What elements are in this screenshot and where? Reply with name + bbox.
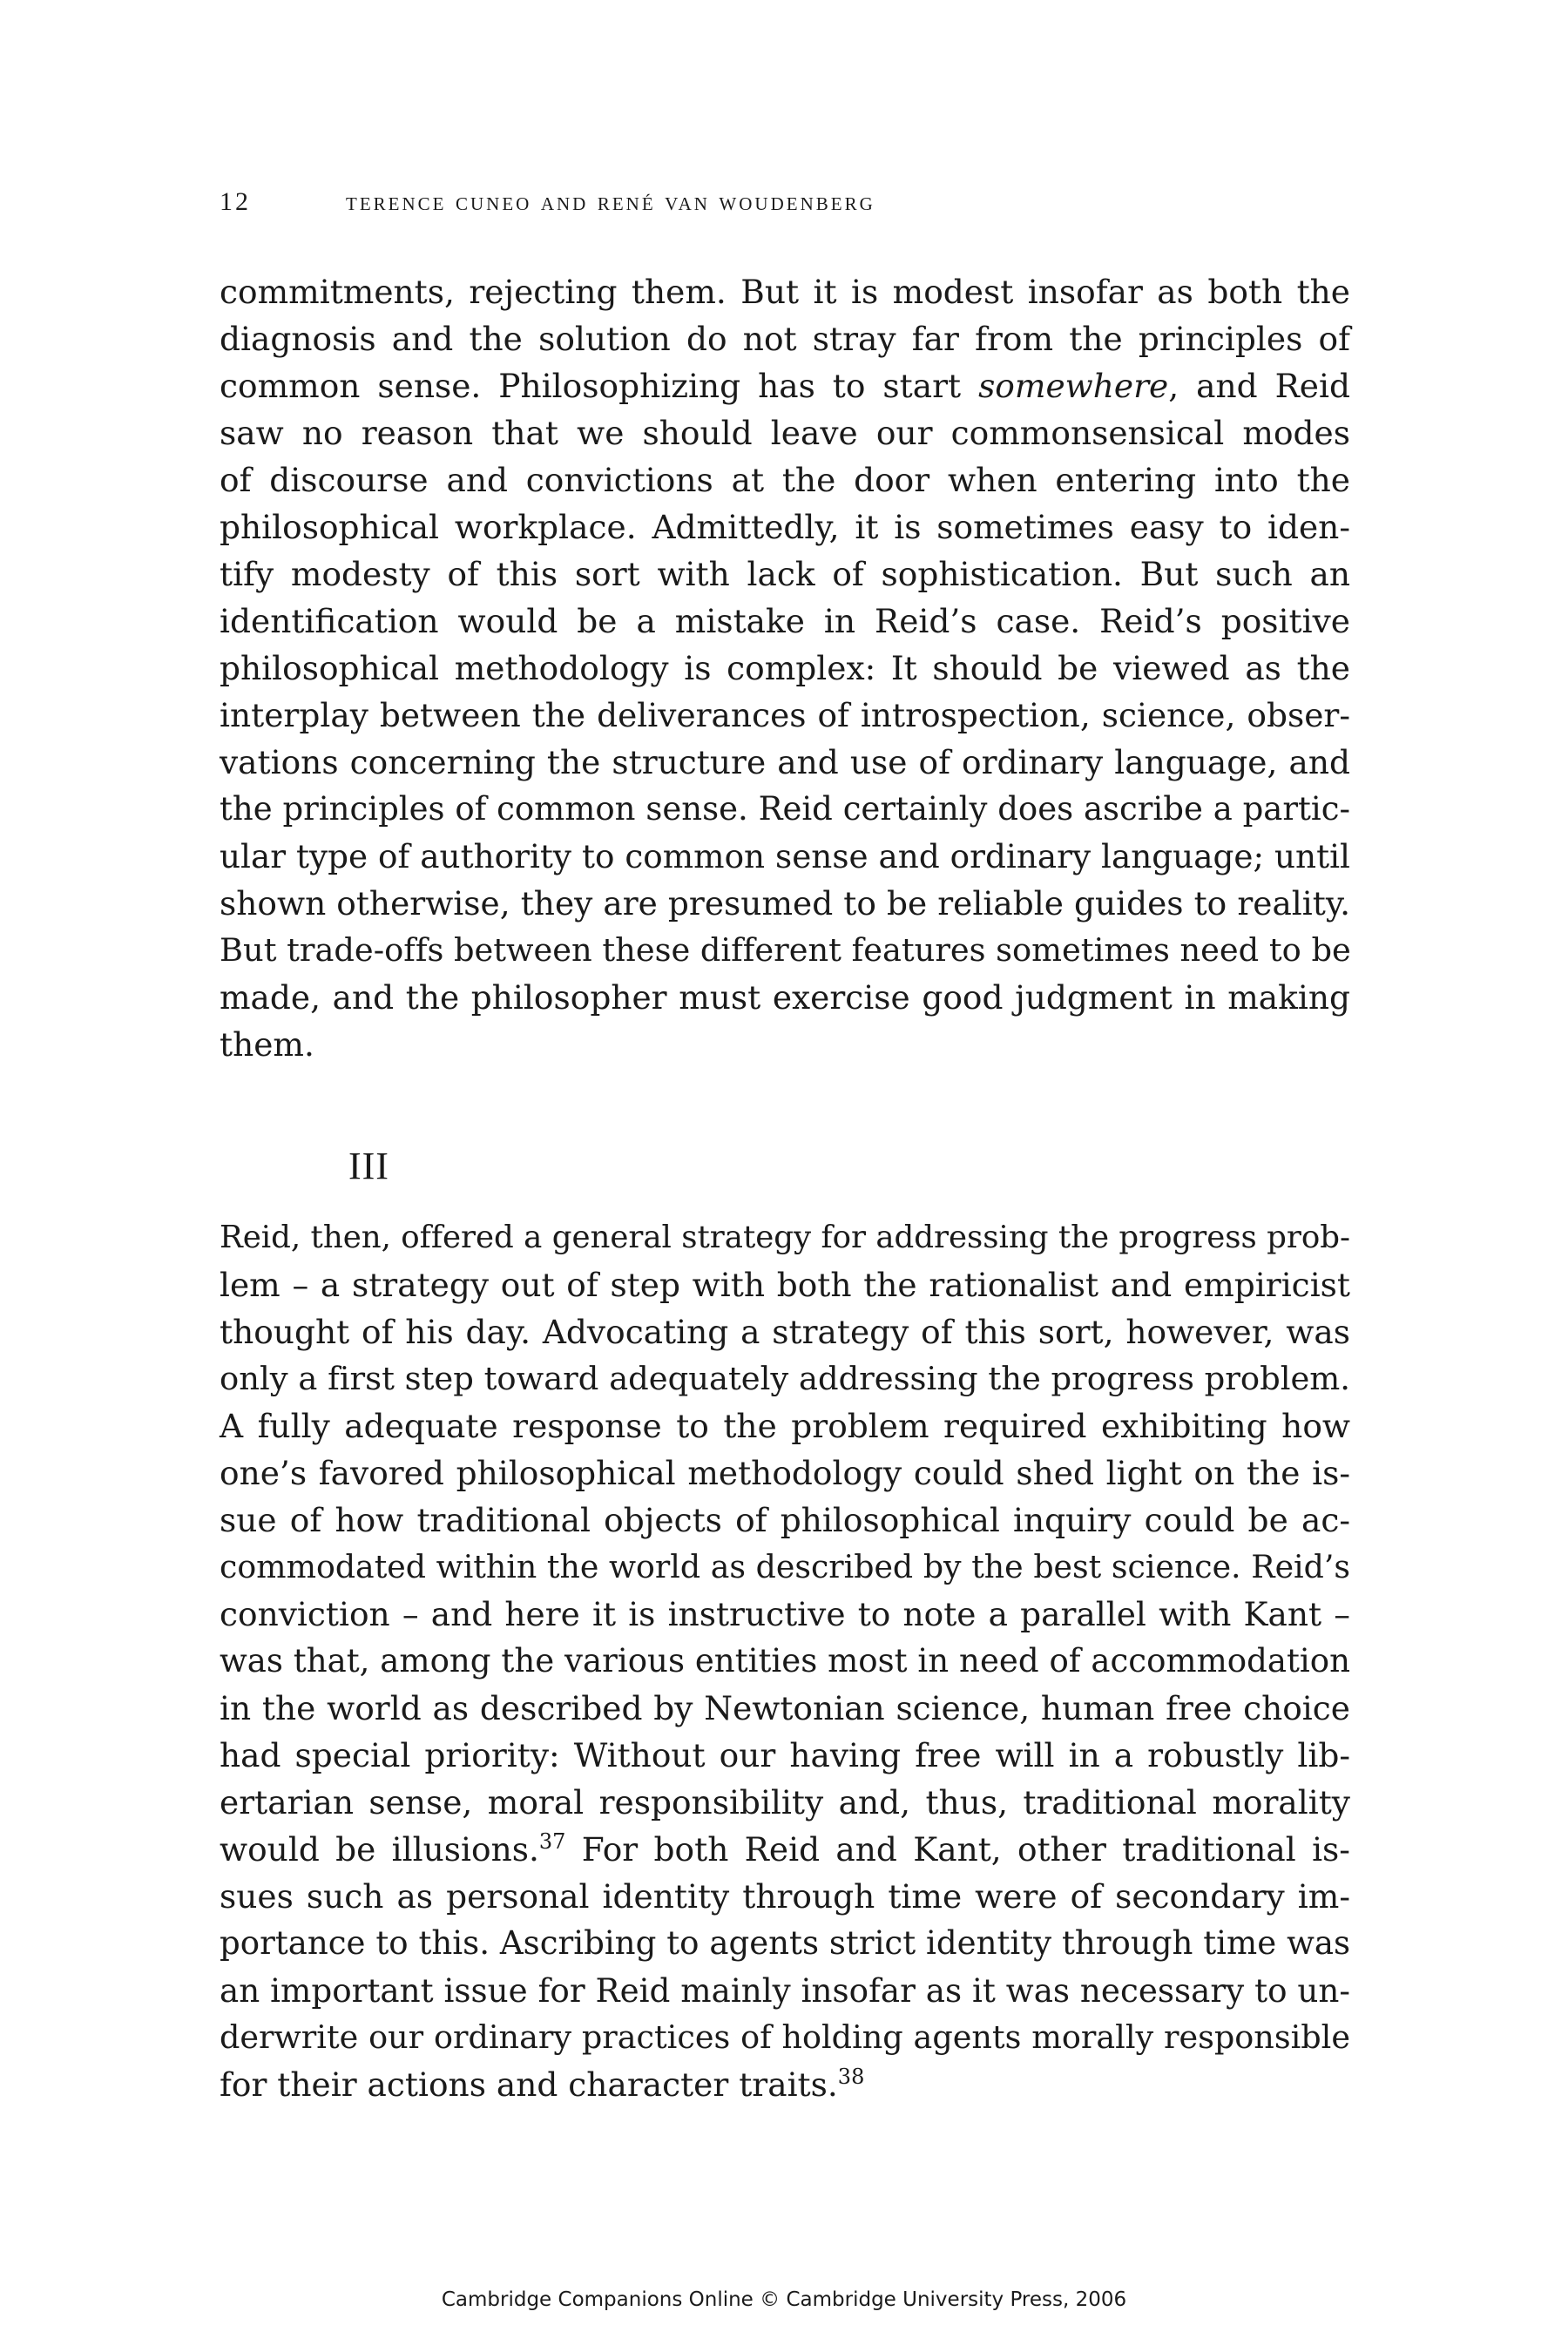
text-line: them. xyxy=(220,1025,314,1064)
text-line: But trade-offs between these different features sometimes need to be xyxy=(220,931,1351,969)
text-line: portance to this. Ascribing to agents strict identity through time was xyxy=(220,1924,1350,1962)
text-line: in the world as described by Newtonian science, human free choice xyxy=(220,1689,1350,1727)
text-segment: for their actions and character traits. xyxy=(220,2065,838,2104)
text-line: sue of how traditional objects of philosophical inquiry could be ac- xyxy=(220,1501,1350,1539)
text-line: commodated within the world as described by the best science. Reid’s xyxy=(220,1548,1350,1585)
text-line: ertarian sense, moral responsibility and, thus, traditional morality xyxy=(220,1783,1350,1821)
running-head xyxy=(220,185,1352,220)
text-line: one’s favored philosophical methodology could shed light on the is- xyxy=(220,1454,1350,1492)
text-line: sues such as personal identity through time were of secondary im- xyxy=(220,1877,1350,1916)
text-line: philosophical methodology is complex: It should be viewed as the xyxy=(220,649,1350,687)
text-line: conviction – and here it is instructive to note a parallel with Kant – xyxy=(220,1595,1350,1633)
text-line: philosophical workplace. Admittedly, it is sometimes easy to iden- xyxy=(220,508,1350,546)
text-line: an important issue for Reid mainly insofar as it was necessary to un- xyxy=(220,1971,1350,2010)
text-line xyxy=(220,362,1350,409)
copyright-footer: Cambridge Companions Online © Cambridge University Press, 2006 xyxy=(441,2288,1127,2311)
text-line xyxy=(220,2061,1350,2108)
running-head-authors: terence cuneo and rené van woudenberg xyxy=(346,187,875,216)
text-line xyxy=(220,1826,1350,1873)
footnote-ref: 37 xyxy=(538,1829,566,1854)
text-segment: , and Reid xyxy=(1168,367,1350,405)
text-line: of discourse and convictions at the door when entering into the xyxy=(220,461,1350,499)
text-segment: would be illusions. xyxy=(220,1830,539,1869)
text-line: shown otherwise, they are presumed to be reliable guides to reality. xyxy=(220,884,1350,923)
text-line: Reid, then, offered a general strategy for addressing the progress prob- xyxy=(220,1220,1350,1255)
text-line: interplay between the deliverances of introspection, science, obser- xyxy=(220,696,1350,734)
text-line: lem – a strategy out of step with both the rationalist and empiricist xyxy=(220,1266,1350,1304)
text-line: thought of his day. Advocating a strategy of this sort, however, was xyxy=(220,1313,1350,1351)
text-segment: For both Reid and Kant, other traditional is- xyxy=(565,1830,1350,1869)
text-line: tify modesty of this sort with lack of sophistication. But such an xyxy=(220,555,1350,593)
text-line: saw no reason that we should leave our commonsensical modes xyxy=(220,414,1350,452)
text-line: ular type of authority to common sense and ordinary language; until xyxy=(220,837,1350,875)
text-line: only a first step toward adequately addressing the progress problem. xyxy=(220,1360,1350,1397)
text-line: A fully adequate response to the problem required exhibiting how xyxy=(220,1407,1350,1445)
paragraph-1 xyxy=(220,268,1350,1068)
footnote-ref: 38 xyxy=(837,2065,865,2089)
paragraph-2 xyxy=(220,1214,1350,2108)
section-heading: III xyxy=(348,1145,389,1187)
text-segment: common sense. Philosophizing has to start xyxy=(220,367,979,405)
text-line: commitments, rejecting them. But it is modest insofar as both the xyxy=(220,273,1350,311)
text-line: the principles of common sense. Reid certainly does ascribe a partic- xyxy=(220,790,1350,828)
page-number: 12 xyxy=(220,187,251,216)
text-line: identification would be a mistake in Reid’s case. Reid’s positive xyxy=(220,602,1350,640)
text-line: made, and the philosopher must exercise good judgment in making xyxy=(220,978,1350,1017)
emphasis-somewhere: somewhere xyxy=(978,367,1169,405)
text-line: was that, among the various entities most in need of accommodation xyxy=(220,1642,1350,1680)
text-line: had special priority: Without our having free will in a robustly lib- xyxy=(220,1736,1350,1774)
text-line: derwrite our ordinary practices of holding agents morally responsible xyxy=(220,2018,1350,2056)
text-line: vations concerning the structure and use of ordinary language, and xyxy=(220,743,1350,781)
text-line: diagnosis and the solution do not stray far from the principles of xyxy=(220,320,1350,358)
